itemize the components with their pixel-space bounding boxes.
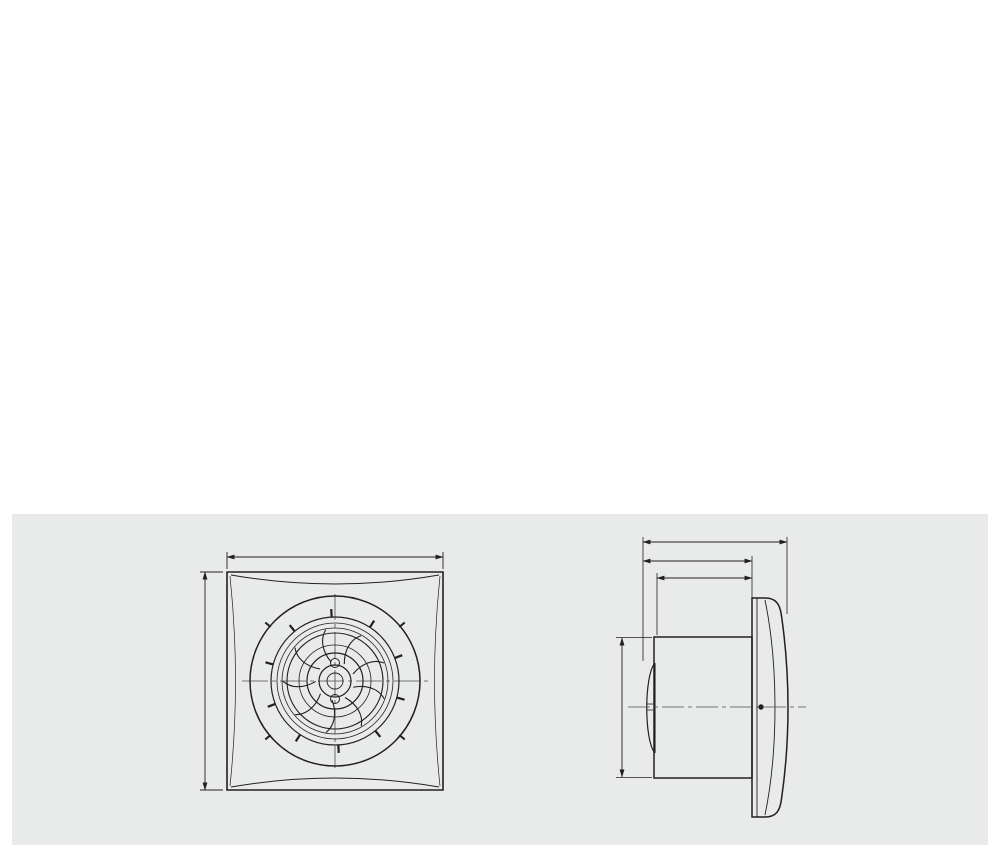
performance-chart-svg bbox=[660, 36, 1000, 476]
front-width-dimension bbox=[227, 552, 443, 569]
dimensions-drawing-svg bbox=[12, 514, 988, 845]
side-view-drawing bbox=[616, 537, 806, 817]
front-height-dimension bbox=[200, 572, 223, 790]
dimensions-panel bbox=[12, 514, 988, 845]
front-view-drawing bbox=[200, 552, 443, 790]
